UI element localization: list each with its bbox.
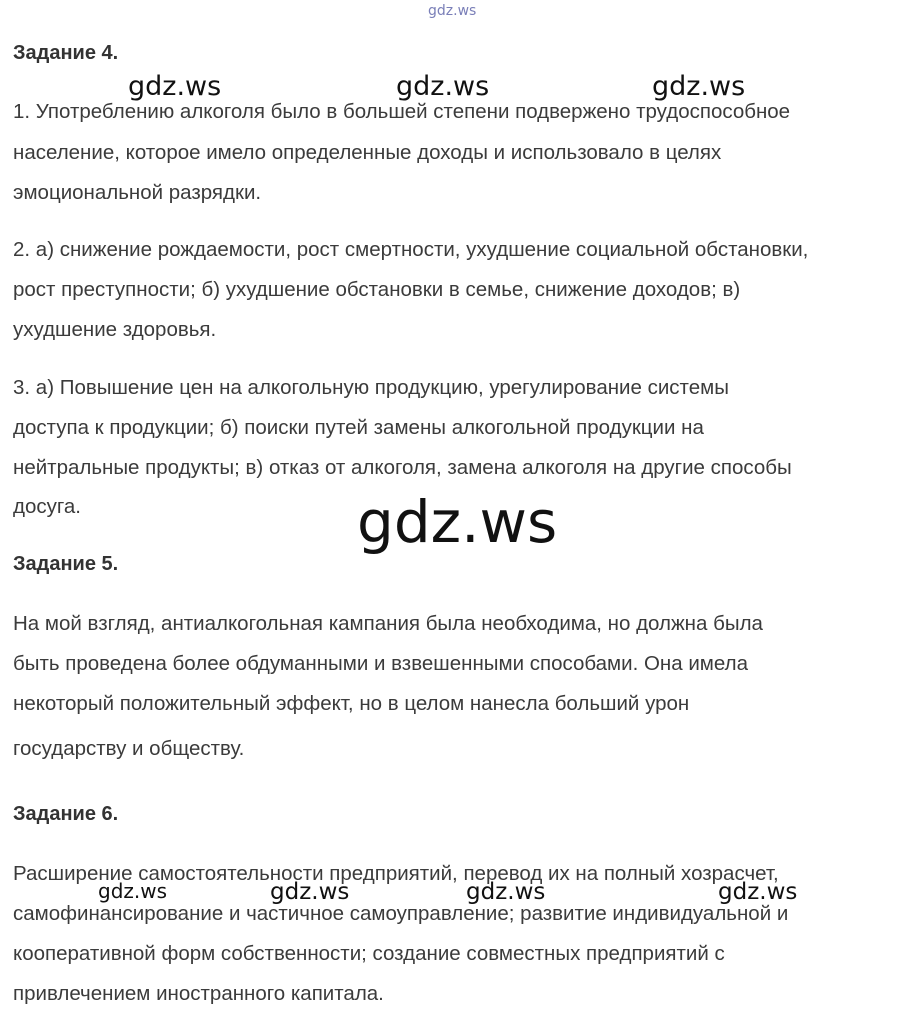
text-line: доступа к продукции; б) поиски путей замены алкогольной продукции на — [13, 416, 704, 439]
text-line: эмоциональной разрядки. — [13, 181, 262, 204]
task5-heading: Задание 5. — [13, 553, 119, 575]
watermark-bottom-2: gdz.ws — [270, 879, 350, 905]
text-line: ухудшение здоровья. — [13, 318, 217, 341]
watermark-bottom-4: gdz.ws — [718, 879, 798, 905]
text-line: 3. а) Повышение цен на алкогольную продукцию, урегулирование системы — [13, 376, 729, 399]
watermark-bottom-3: gdz.ws — [466, 879, 546, 905]
text-line: государству и обществу. — [13, 737, 245, 760]
text-line: привлечением иностранного капитала. — [13, 982, 384, 1005]
watermark-center: gdz.ws — [357, 488, 558, 556]
text-line: кооперативной форм собственности; создание совместных предприятий с — [13, 942, 725, 965]
watermark-bottom-1: gdz.ws — [98, 879, 168, 903]
text-line: самофинансирование и частичное самоуправление; развитие индивидуальной и — [13, 902, 789, 925]
text-line: 1. Употреблению алкоголя было в большей степени подвержено трудоспособное — [13, 100, 791, 123]
text-line: быть проведена более обдуманными и взвешенными способами. Она имела — [13, 652, 748, 675]
text-line: На мой взгляд, антиалкогольная кампания была необходима, но должна была — [13, 612, 763, 635]
text-line: население, которое имело определенные доходы и использовало в целях — [13, 141, 722, 164]
watermark-row1-3: gdz.ws — [652, 71, 746, 102]
text-line: нейтральные продукты; в) отказ от алкоголя, замена алкоголя на другие способы — [13, 456, 792, 479]
text-line: некоторый положительный эффект, но в целом нанесла больший урон — [13, 692, 690, 715]
text-line: 2. а) снижение рождаемости, рост смертности, ухудшение социальной обстановки, — [13, 238, 809, 261]
text-line: досуга. — [13, 495, 81, 518]
watermark-row1-1: gdz.ws — [128, 71, 222, 102]
watermark-row1-2: gdz.ws — [396, 71, 490, 102]
task6-heading: Задание 6. — [13, 803, 119, 825]
watermark-top: gdz.ws — [428, 3, 477, 19]
text-line: рост преступности; б) ухудшение обстановки в семье, снижение доходов; в) — [13, 278, 741, 301]
task4-heading: Задание 4. — [13, 42, 119, 64]
text-line: Расширение самостоятельности предприятий, перевод их на полный хозрасчет, — [13, 862, 779, 885]
